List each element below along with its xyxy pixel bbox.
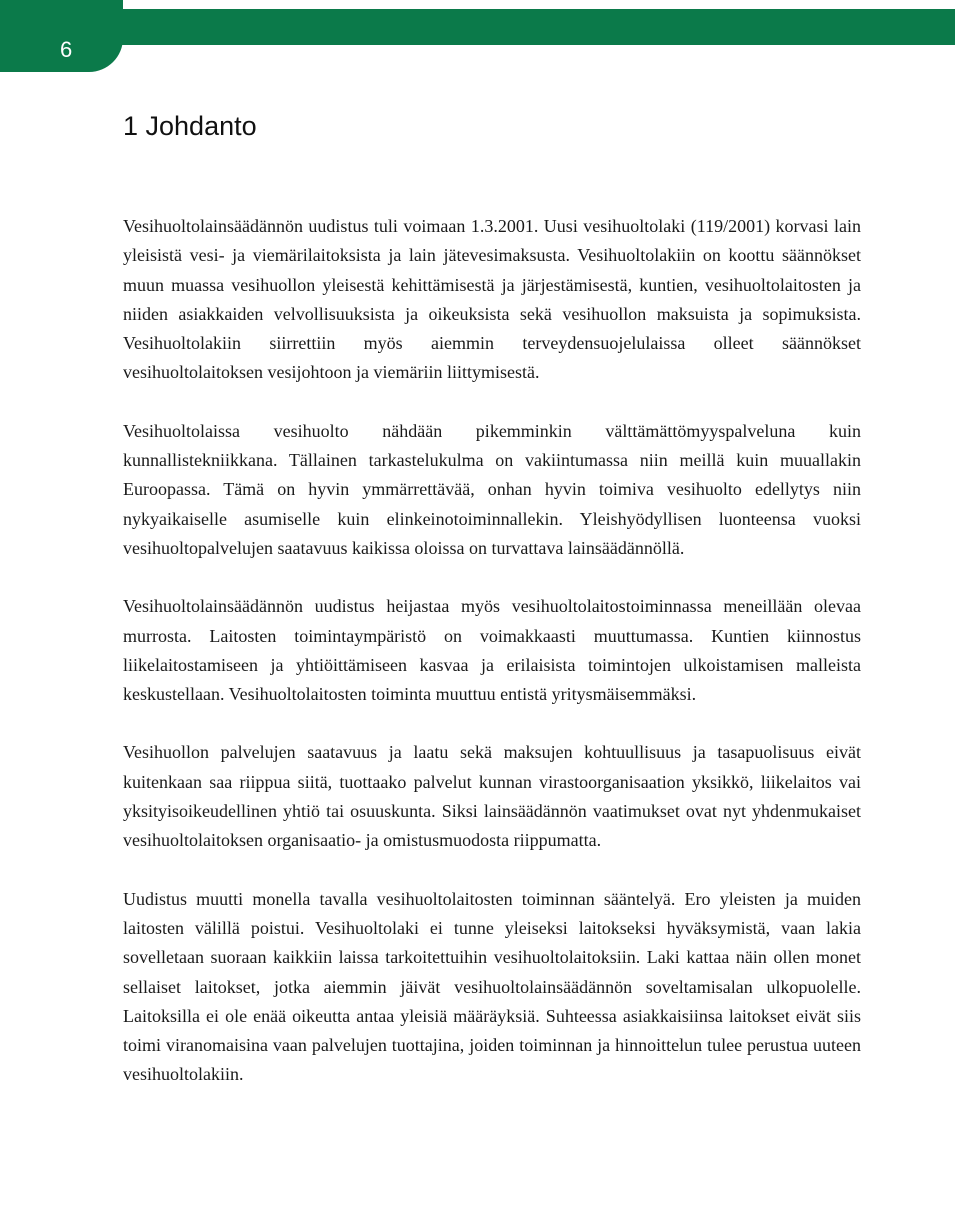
page-number: 6 xyxy=(60,37,73,62)
page-number-tab xyxy=(0,0,123,72)
paragraph: Uudistus muutti monella tavalla vesihuoltolaitosten toiminnan sääntelyä. Ero yleisten ja muiden laitosten välillä poistui. Vesihuoltolaki ei tunne yleiseksi laitokseksi hyväksymistä, vaan lakia sovelletaan suoraan kaikkiin laissa tarkoitettuihin vesihuoltolaitoksiin. Laki kattaa näin ollen monet sellaiset laitokset, jotka aiemmin jäivät vesihuoltolainsäädännön soveltamisalan ulkopuolelle. Laitoksilla ei ole enää oikeutta antaa yleisiä määräyksiä. Suhteessa asiakkaisiinsa laitokset eivät siis toimi viranomaisina vaan palvelujen tuottajina, joiden toiminnan ja hinnoittelun tulee perustua uuteen vesihuoltolakiin. xyxy=(123,888,861,1085)
header-bar xyxy=(0,9,955,45)
paragraph: Vesihuoltolainsäädännön uudistus heijastaa myös vesihuoltolaitostoiminnassa meneillään olevaa murrosta. Laitosten toimintaympäristö on voimakkaasti muuttumassa. Kuntien kiinnostus liikelaitostamiseen ja yhtiöittämiseen kasvaa ja erilaisista toimintojen ulkoistamisen malleista keskustellaan. Vesihuoltolaitosten toiminta muuttuu entistä yritysmäisemmäksi. xyxy=(123,596,861,705)
chapter-title: 1 Johdanto xyxy=(123,111,257,141)
paragraph: Vesihuoltolaissa vesihuolto nähdään pikemminkin välttämättömyyspalveluna kuin kunnallistekniikkana. Tällainen tarkastelukulma on vakiintumassa niin meillä kuin muuallakin Euroopassa. Tämä on hyvin ymmärrettävää, onhan hyvin toimiva vesihuolto edellytys niin nykyaikaiselle asumiselle kuin elinkeinotoiminnallekin. Yleishyödyllisen luonteensa vuoksi vesihuoltopalvelujen saatavuus kaikissa oloissa on turvattava lainsäädännöllä. xyxy=(123,420,861,558)
body-text xyxy=(123,212,861,1090)
paragraph: Vesihuoltolainsäädännön uudistus tuli voimaan 1.3.2001. Uusi vesihuoltolaki (119/2001) korvasi lain yleisistä vesi- ja viemärilaitoksista ja lain jätevesimaksusta. Vesihuoltolakiin on koottu säännökset muun muassa vesihuollon yleisestä kehittämisestä ja järjestämisestä, kuntien, vesihuoltolaitosten ja niiden asiakkaiden velvollisuuksista ja oikeuksista sekä vesihuollon maksuista ja sopimuksista. Vesihuoltolakiin siirrettiin myös aiemmin terveydensuojelulaissa olleet säännökset vesihuoltolaitoksen vesijohtoon ja viemäriin liittymisestä. xyxy=(123,216,861,383)
paragraph: Vesihuollon palvelujen saatavuus ja laatu sekä maksujen kohtuullisuus ja tasapuolisuus eivät kuitenkaan saa riippua siitä, tuottaako palvelut kunnan virastoorganisaation yksikkö, liikelaitos vai yksityisoikeudellinen yhtiö tai osuuskunta. Siksi lainsäädännön vaatimukset ovat nyt yhdenmukaiset vesihuoltolaitoksen organisaatio- ja omistusmuodosta riippumatta. xyxy=(123,742,861,851)
